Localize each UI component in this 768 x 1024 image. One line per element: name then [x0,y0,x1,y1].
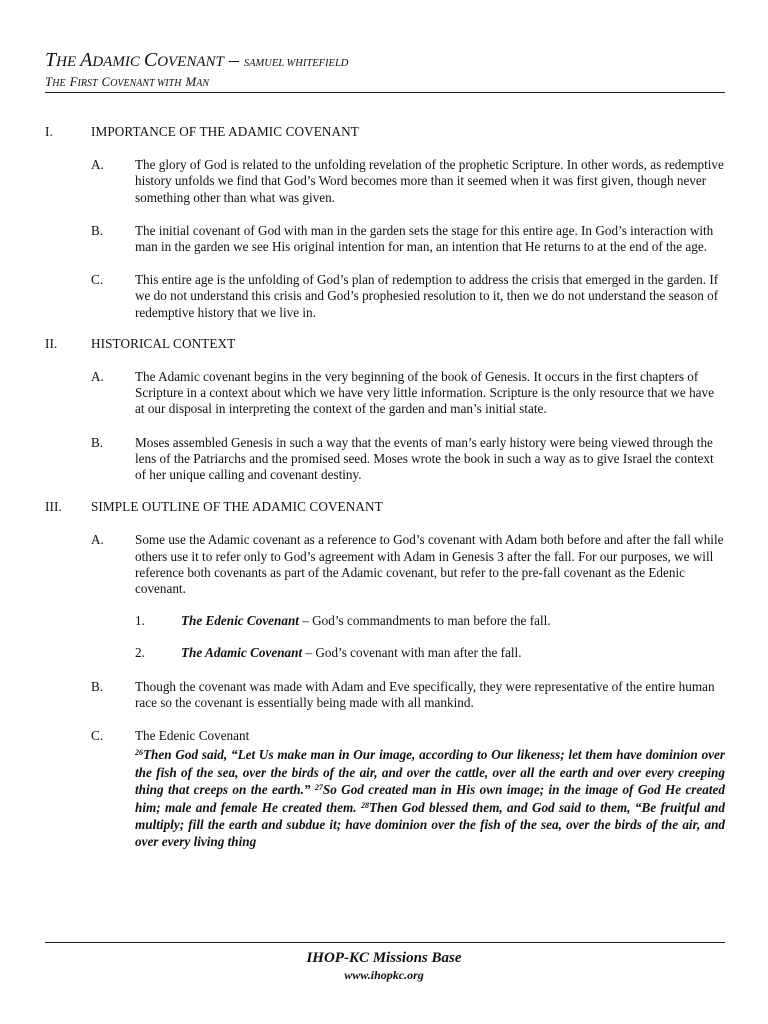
outline-item [91,532,725,597]
document-subtitle [45,74,725,92]
title-author: SAMUEL WHITEFIELD [243,58,349,69]
subtitle-part: F [69,74,78,89]
section-title: SIMPLE OUTLINE OF THE ADAMIC COVENANT [91,499,383,515]
verse-text: Then God blessed them, and God said to them, “Be fruitful and multiply; fill the earth and subdue it; have dominion over the fish of the sea, over the birds of the air, and over every living thing [135,799,725,850]
subitem-term: The Adamic Covenant [181,645,303,661]
subtitle-part: AN [196,78,210,89]
subtitle-part: T [45,74,53,89]
item-label: A. [91,157,104,173]
outline-item [91,435,725,484]
verse-number: 26 [135,748,143,758]
item-text: The Adamic covenant begins in the very beginning of the book of Genesis. It occurs in the first chapters of Scripture in a context about which we have very little information. Scripture is the only resource that we have at our disposal in interpreting the context of the garden and man’s initial state. [135,369,714,417]
section-heading [45,499,725,515]
title-part: A [80,49,93,71]
document-title [45,50,725,74]
outline-subitem [135,613,725,629]
outline-item [91,157,725,206]
outline-item [91,679,725,711]
outline-item [91,223,725,255]
verse-text: So God created man in His own image; in the image of God He created him; male and female He created them. [135,782,725,815]
item-label: C. [91,728,104,744]
item-text: The glory of God is related to the unfolding revelation of the prophetic Scripture. In other words, as redemptive history unfolds we find that God’s Word becomes more than it seemed when it was first given, though never something other than what was given. [135,157,724,205]
header-rule [45,92,725,93]
item-label: C. [91,272,104,288]
outline-item [91,369,725,418]
section-heading [45,336,725,352]
subtitle-part: IRST [77,78,98,89]
subtitle-part: HE [52,78,66,89]
subtitle-part: OVENANT WITH [110,78,182,89]
title-part: T [45,49,57,71]
subitem-label: 2. [135,645,145,661]
title-part: HE [56,54,77,70]
item-label: B. [91,434,104,450]
section-number: I. [45,124,53,139]
section-number: III. [45,499,62,515]
title-part: OVENANT [157,54,224,70]
item-text: The Edenic Covenant [135,728,250,744]
document-body [45,124,725,851]
footer-organization: IHOP-KC Missions Base [306,950,462,966]
section-heading [45,124,725,140]
item-text: This entire age is the unfolding of God’s plan of redemption to address the crisis that emerged in the garden. If we do not understand this crisis and God’s prophesied resolution to it, then we do not understand the season of redemptive history that we live in. [135,272,719,320]
subitem-term: The Edenic Covenant [181,613,299,629]
verse-number: 27 [314,783,323,793]
item-text: Some use the Adamic covenant as a reference to God’s covenant with Adam both before and after the fall while others use it to refer only to God’s agreement with Adam in Genesis 3 after the fall. For our purposes, we will reference both covenants as part of the Adamic covenant, but refer to the pre-fall covenant as the Edenic covenant. [135,532,724,597]
verse-text: Then God said, “Let Us make man in Our image, according to Our likeness; let them have dominion over the fish of the sea, over the birds of the air, and over the cattle, over all the earth and over every creeping thing that creeps on the earth.” [135,747,725,798]
document-footer [0,949,768,983]
item-text: Though the covenant was made with Adam and Eve specifically, they were representative of the entire human race so the covenant is essentially being made with all mankind. [135,678,715,710]
title-part: C [143,49,158,71]
title-dash: – [223,49,244,71]
section-number: II. [45,335,58,351]
item-text: Moses assembled Genesis in such a way that the events of man’s early history were being viewed through the lens of the Patriarchs and the promised seed. Moses wrote the book in such a way as to give Israel the context of her unique calling and covenant destiny. [135,434,714,483]
verse-number: 28 [360,800,369,810]
subtitle-part: M [185,74,197,89]
item-label: B. [91,678,104,694]
footer-rule [45,942,725,943]
document-header [45,50,725,92]
subitem-text [181,645,725,661]
title-part: DAMIC [92,54,140,70]
item-label: B. [91,222,104,238]
subitem-rest: – God’s commandments to man before the fall. [298,613,551,629]
subitem-rest: – God’s covenant with man after the fall. [302,645,522,661]
subitem-text [181,613,725,629]
outline-item [91,272,725,321]
scripture-quote [135,746,725,850]
footer-url[interactable]: www.ihopkc.org [344,968,424,982]
outline-subitem [135,645,725,661]
section-title: IMPORTANCE OF THE ADAMIC COVENANT [91,124,359,139]
outline-item [91,728,725,744]
subtitle-part: C [101,74,111,89]
item-text: The initial covenant of God with man in the garden sets the stage for this entire age. In God’s interaction with man in the garden we see His original intention for man, an intention that He returns to at the end of the age. [135,222,714,255]
item-label: A. [91,532,104,548]
section-title: HISTORICAL CONTEXT [91,335,236,351]
subitem-label: 1. [135,613,145,629]
item-label: A. [91,369,104,385]
